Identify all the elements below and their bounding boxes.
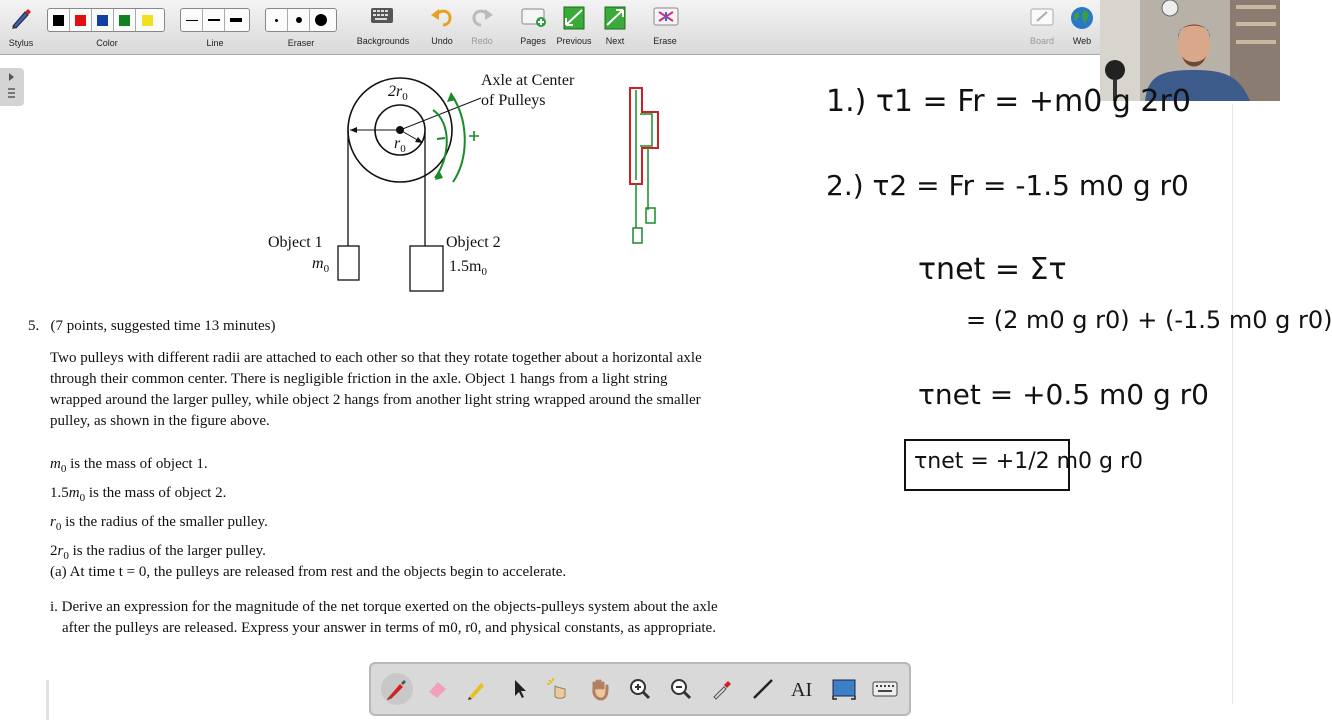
page-sidebar-toggle[interactable] <box>0 68 24 106</box>
object-1-label: Object 1 <box>268 234 323 251</box>
problem-header <box>28 316 848 337</box>
handwritten-solution <box>826 84 1332 504</box>
axle-label-line2: of Pulleys <box>481 92 546 109</box>
part-a: (a) At time t = 0, the pulleys are released from rest and the objects begin to accelerate. <box>50 564 567 580</box>
zoom-out-icon <box>669 677 693 701</box>
eraser-medium[interactable] <box>288 9 310 31</box>
highlighter-icon <box>465 677 489 701</box>
hand-icon <box>588 677 612 701</box>
pulley-figure <box>255 60 615 300</box>
backgrounds-button[interactable]: Backgrounds <box>360 2 406 48</box>
color-group: Color <box>47 4 167 50</box>
hw-line-3: τnet = Στ <box>918 252 1067 287</box>
axle-label-line1: Axle at Center <box>481 72 575 89</box>
web-button[interactable]: Web <box>1060 2 1104 48</box>
stylus-button[interactable]: Stylus <box>4 4 38 50</box>
text-ai-icon <box>789 677 817 701</box>
color-red[interactable] <box>70 9 92 31</box>
hw-line-6: τnet = +1/2 m0 g r0 <box>914 449 1144 474</box>
bottom-tool-palette <box>369 662 911 716</box>
eraser-group: Eraser <box>265 4 337 50</box>
line-thick[interactable] <box>225 9 247 31</box>
erase-button[interactable]: Erase <box>643 2 687 48</box>
object-2-mass: $1.5m_0$ <box>449 258 487 278</box>
board-button[interactable]: Board <box>1020 2 1064 48</box>
screen-capture-icon <box>831 677 857 701</box>
problem-paragraph <box>50 348 850 432</box>
line-thin[interactable] <box>181 9 203 31</box>
keyboard-icon <box>872 679 898 699</box>
para-line-4: pulley, as shown in the figure above. <box>50 413 270 429</box>
problem-points: (7 points, suggested time 13 minutes) <box>50 318 276 334</box>
hw-line-5: τnet = +0.5 m0 g r0 <box>918 378 1209 411</box>
para-line-3: wrapped around the larger pulley, while object 2 hangs from another light string wrapped around the smaller <box>50 392 701 408</box>
color-blue[interactable] <box>92 9 114 31</box>
text-tool-button[interactable] <box>789 675 817 703</box>
board-icon <box>1030 6 1054 28</box>
object-2-label: Object 2 <box>446 234 501 251</box>
keyboard-grid-icon <box>370 6 394 26</box>
previous-button[interactable]: Previous <box>552 2 596 48</box>
definition-r0: $r_0$ is the radius of the smaller pulley. <box>50 514 268 533</box>
object-2-box <box>410 246 443 291</box>
label-2r0: $2r_0$ <box>388 83 408 103</box>
object-1-mass: $m_0$ <box>312 255 330 275</box>
cursor-arrow-icon <box>507 677 531 701</box>
eraser-small[interactable] <box>266 9 288 31</box>
zoom-in-button[interactable] <box>626 675 654 703</box>
redo-button[interactable]: Redo <box>460 2 504 48</box>
eraser-large[interactable] <box>310 9 332 31</box>
green-rotation-arrow-outer <box>451 94 465 182</box>
globe-icon <box>1070 6 1094 30</box>
definition-m0: $m_0$ is the mass of object 1. <box>50 456 208 475</box>
color-black[interactable] <box>48 9 70 31</box>
hw-line-1: 1.) τ1 = Fr = +m0 g 2r0 <box>826 84 1191 119</box>
add-page-icon <box>521 6 547 28</box>
eyedropper-button[interactable] <box>708 675 736 703</box>
expand-arrow-icon <box>0 68 24 106</box>
previous-page-icon <box>562 6 586 30</box>
color-yellow[interactable] <box>136 9 158 31</box>
top-toolbar <box>0 0 1100 55</box>
next-button[interactable]: Next <box>593 2 637 48</box>
definitions-list <box>50 452 550 568</box>
keyboard-button[interactable] <box>871 675 899 703</box>
next-page-icon <box>603 6 627 30</box>
part-i-line-2: after the pulleys are released. Express your answer in terms of m0, r0, and physical constants, as appropriate. <box>62 620 716 636</box>
pointing-hand-sparkle-icon <box>545 676 571 702</box>
problem-number: 5. <box>28 318 40 334</box>
part-i-line-1: i. Derive an expression for the magnitude of the net torque exerted on the objects-pulleys system about the axle <box>50 599 718 615</box>
line-medium[interactable] <box>203 9 225 31</box>
color-green[interactable] <box>114 9 136 31</box>
side-view-sketch <box>620 80 670 250</box>
highlighter-tool-button[interactable] <box>463 675 491 703</box>
para-line-1: Two pulleys with different radii are attached to each other so that they rotate together about a horizontal axle <box>50 350 702 366</box>
pen-icon <box>385 677 409 701</box>
hand-pan-button[interactable] <box>586 675 614 703</box>
screen-capture-button[interactable] <box>830 675 858 703</box>
definition-1-5m0: $1.5m_0$ is the mass of object 2. <box>50 485 227 504</box>
hw-line-4: = (2 m0 g r0) + (-1.5 m0 g r0) <box>966 306 1332 334</box>
erase-page-icon <box>653 6 679 28</box>
laser-pointer-button[interactable] <box>544 675 572 703</box>
eraser-icon <box>425 677 449 701</box>
label-r0: $r_0$ <box>394 135 406 155</box>
object-1-box <box>338 246 359 280</box>
axle-pointer-line <box>400 98 481 130</box>
stylus-icon <box>9 6 33 30</box>
hw-line-2: 2.) τ2 = Fr = -1.5 m0 g r0 <box>826 169 1189 202</box>
svg-text:AI: AI <box>791 679 813 701</box>
page-left-edge <box>46 680 49 720</box>
line-icon <box>751 677 775 701</box>
zoom-in-icon <box>628 677 652 701</box>
line-tool-button[interactable] <box>749 675 777 703</box>
pages-button[interactable]: Pages <box>511 2 555 48</box>
definition-2r0: $2r_0$ is the radius of the larger pulley. <box>50 543 266 562</box>
eyedropper-icon <box>710 677 734 701</box>
part-i <box>50 597 850 639</box>
line-group: Line <box>180 4 250 50</box>
undo-icon <box>430 6 454 28</box>
zoom-out-button[interactable] <box>667 675 695 703</box>
undo-button[interactable]: Undo <box>420 2 464 48</box>
hw-answer-box <box>904 439 1144 491</box>
page-right-edge <box>1232 104 1233 704</box>
pen-tool-button[interactable] <box>381 673 413 705</box>
redo-icon <box>470 6 494 28</box>
select-tool-button[interactable] <box>505 675 533 703</box>
para-line-2: through their common center. There is negligible friction in the axle. Object 1 hangs from a light string <box>50 371 668 387</box>
eraser-tool-button[interactable] <box>423 675 451 703</box>
